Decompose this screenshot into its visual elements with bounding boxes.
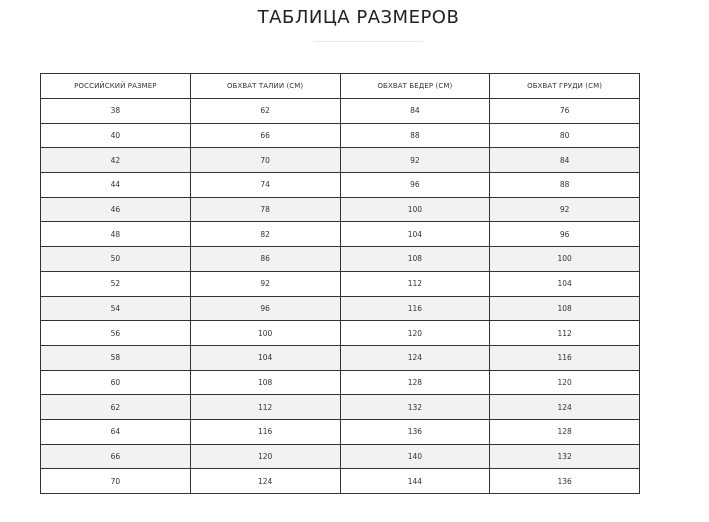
cell-waist: 112	[190, 395, 340, 420]
cell-waist: 96	[190, 296, 340, 321]
cell-russian-size: 44	[41, 173, 191, 198]
cell-chest: 100	[490, 247, 640, 272]
cell-russian-size: 58	[41, 345, 191, 370]
cell-chest: 120	[490, 370, 640, 395]
cell-hips: 124	[340, 345, 490, 370]
cell-waist: 120	[190, 444, 340, 469]
cell-waist: 108	[190, 370, 340, 395]
cell-hips: 104	[340, 222, 490, 247]
cell-chest: 128	[490, 419, 640, 444]
table-row	[41, 123, 640, 148]
cell-waist: 78	[190, 197, 340, 222]
table-row	[41, 99, 640, 124]
table-row	[41, 247, 640, 272]
table-row	[41, 296, 640, 321]
header-russian-size: РОССИЙСКИЙ РАЗМЕР	[41, 74, 191, 99]
cell-chest: 108	[490, 296, 640, 321]
table-row	[41, 271, 640, 296]
cell-hips: 120	[340, 321, 490, 346]
cell-russian-size: 56	[41, 321, 191, 346]
cell-chest: 132	[490, 444, 640, 469]
cell-russian-size: 52	[41, 271, 191, 296]
page-title: ТАБЛИЦА РАЗМЕРОВ	[257, 7, 460, 28]
cell-russian-size: 50	[41, 247, 191, 272]
table-row	[41, 419, 640, 444]
cell-chest: 76	[490, 99, 640, 124]
size-table	[40, 73, 640, 494]
table-row	[41, 321, 640, 346]
cell-chest: 84	[490, 148, 640, 173]
table-row	[41, 173, 640, 198]
cell-waist: 66	[190, 123, 340, 148]
cell-chest: 88	[490, 173, 640, 198]
cell-russian-size: 64	[41, 419, 191, 444]
cell-hips: 84	[340, 99, 490, 124]
table-row	[41, 148, 640, 173]
cell-waist: 70	[190, 148, 340, 173]
cell-russian-size: 46	[41, 197, 191, 222]
cell-chest: 104	[490, 271, 640, 296]
cell-russian-size: 66	[41, 444, 191, 469]
cell-chest: 116	[490, 345, 640, 370]
table-row	[41, 370, 640, 395]
cell-waist: 62	[190, 99, 340, 124]
cell-russian-size: 62	[41, 395, 191, 420]
cell-hips: 116	[340, 296, 490, 321]
cell-russian-size: 54	[41, 296, 191, 321]
cell-russian-size: 38	[41, 99, 191, 124]
cell-waist: 86	[190, 247, 340, 272]
cell-hips: 88	[340, 123, 490, 148]
table-row	[41, 197, 640, 222]
cell-waist: 124	[190, 469, 340, 494]
cell-hips: 100	[340, 197, 490, 222]
header-waist: ОБХВАТ ТАЛИИ (СМ)	[190, 74, 340, 99]
cell-chest: 112	[490, 321, 640, 346]
cell-chest: 96	[490, 222, 640, 247]
header-hips: ОБХВАТ БЕДЕР (СМ)	[340, 74, 490, 99]
cell-chest: 80	[490, 123, 640, 148]
cell-hips: 136	[340, 419, 490, 444]
cell-chest: 136	[490, 469, 640, 494]
cell-waist: 116	[190, 419, 340, 444]
table-row	[41, 222, 640, 247]
table-row	[41, 444, 640, 469]
cell-hips: 96	[340, 173, 490, 198]
cell-hips: 112	[340, 271, 490, 296]
table-body	[41, 99, 640, 494]
table-row	[41, 345, 640, 370]
cell-waist: 104	[190, 345, 340, 370]
title-divider	[314, 41, 422, 42]
cell-waist: 100	[190, 321, 340, 346]
cell-hips: 132	[340, 395, 490, 420]
cell-waist: 74	[190, 173, 340, 198]
table-row	[41, 469, 640, 494]
cell-waist: 82	[190, 222, 340, 247]
cell-waist: 92	[190, 271, 340, 296]
cell-hips: 144	[340, 469, 490, 494]
cell-chest: 124	[490, 395, 640, 420]
cell-hips: 108	[340, 247, 490, 272]
cell-russian-size: 48	[41, 222, 191, 247]
cell-hips: 140	[340, 444, 490, 469]
cell-hips: 92	[340, 148, 490, 173]
cell-chest: 92	[490, 197, 640, 222]
cell-russian-size: 40	[41, 123, 191, 148]
table-row	[41, 395, 640, 420]
cell-russian-size: 70	[41, 469, 191, 494]
cell-russian-size: 60	[41, 370, 191, 395]
cell-hips: 128	[340, 370, 490, 395]
table-header-row	[41, 74, 640, 99]
cell-russian-size: 42	[41, 148, 191, 173]
header-chest: ОБХВАТ ГРУДИ (СМ)	[490, 74, 640, 99]
